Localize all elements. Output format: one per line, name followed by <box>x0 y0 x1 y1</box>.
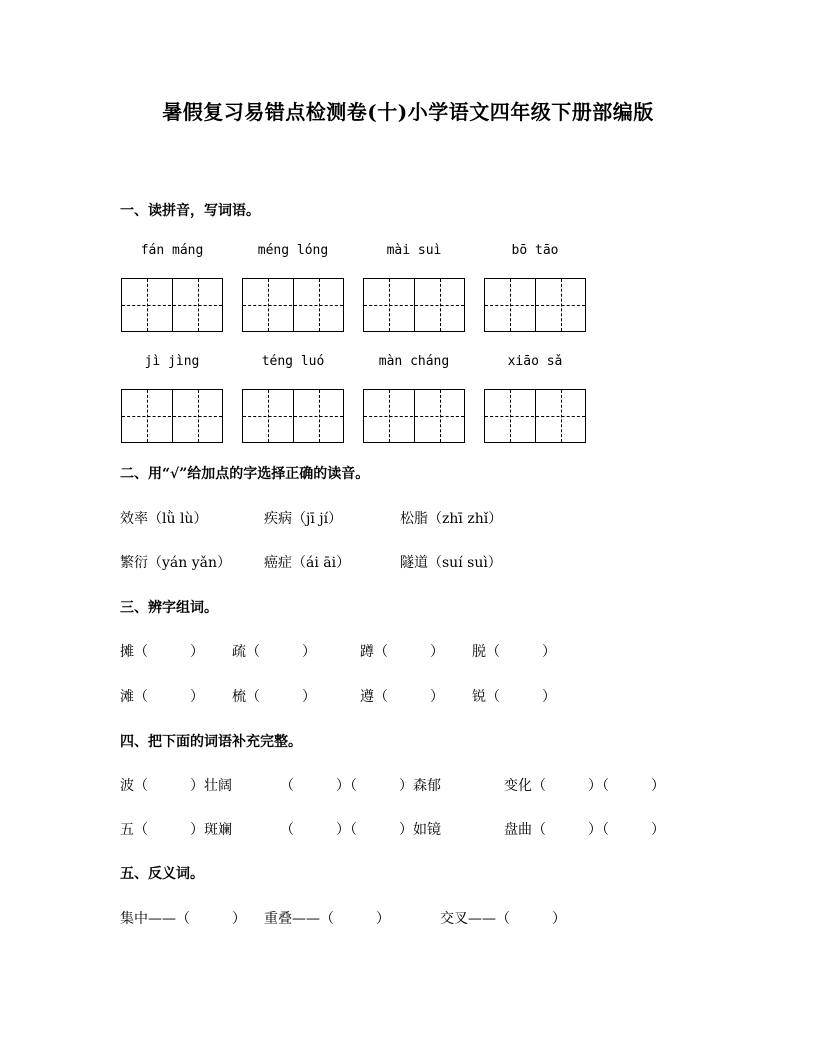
writing-grid <box>363 389 465 443</box>
reading-item: 疾病（jī jí） <box>264 511 343 527</box>
pinyin-7: màn cháng <box>378 354 450 369</box>
word-group-item: 滩（ ） <box>120 689 204 705</box>
antonym-item: 交叉——（ ） <box>440 911 566 927</box>
fill-item: 波（ ）壮阔 <box>120 778 232 794</box>
writing-grid <box>484 389 586 443</box>
reading-item: 癌症（ái āi） <box>264 555 351 571</box>
section-3-heading: 三、辨字组词。 <box>120 600 218 616</box>
word-group-item: 摊（ ） <box>120 644 204 660</box>
section-4-heading: 四、把下面的词语补充完整。 <box>120 734 302 750</box>
pinyin-1: fán máng <box>140 243 204 258</box>
word-group-item: 梳（ ） <box>232 689 316 705</box>
writing-grid <box>121 278 223 332</box>
section-5-heading: 五、反义词。 <box>120 866 204 882</box>
word-group-item: 疏（ ） <box>232 644 316 660</box>
word-group-item: 锐（ ） <box>472 689 556 705</box>
reading-item: 效率（lǜ lù） <box>120 511 208 527</box>
pinyin-2: méng lóng <box>257 243 329 258</box>
fill-item: （ ）（ ）如镜 <box>280 822 441 838</box>
word-group-item: 遵（ ） <box>360 689 444 705</box>
reading-item: 繁衍（yán yǎn） <box>120 555 231 571</box>
writing-grid <box>242 278 344 332</box>
pinyin-4: bō tāo <box>511 243 559 258</box>
writing-grid <box>363 278 465 332</box>
writing-grid <box>121 389 223 443</box>
reading-item: 隧道（suí suì） <box>400 555 502 571</box>
fill-item: 五（ ）斑斓 <box>120 822 232 838</box>
word-group-item: 脱（ ） <box>472 644 556 660</box>
pinyin-6: téng luó <box>261 354 325 369</box>
writing-grid <box>484 278 586 332</box>
pinyin-5: jì jìng <box>144 354 200 369</box>
fill-item: 盘曲（ ）（ ） <box>504 822 665 838</box>
pinyin-8: xiāo sǎ <box>507 354 563 369</box>
word-group-item: 蹲（ ） <box>360 644 444 660</box>
reading-item: 松脂（zhī zhǐ） <box>400 511 503 527</box>
antonym-item: 重叠——（ ） <box>264 911 390 927</box>
section-1-heading: 一、读拼音，写词语。 <box>120 203 260 219</box>
fill-item: 变化（ ）（ ） <box>504 778 665 794</box>
pinyin-3: mài suì <box>386 243 442 258</box>
writing-grid <box>242 389 344 443</box>
page-title: 暑假复习易错点检测卷(十)小学语文四年级下册部编版 <box>162 100 654 124</box>
fill-item: （ ）（ ）森郁 <box>280 778 441 794</box>
section-2-heading: 二、用“√”给加点的字选择正确的读音。 <box>120 466 370 482</box>
antonym-item: 集中——（ ） <box>120 911 246 927</box>
